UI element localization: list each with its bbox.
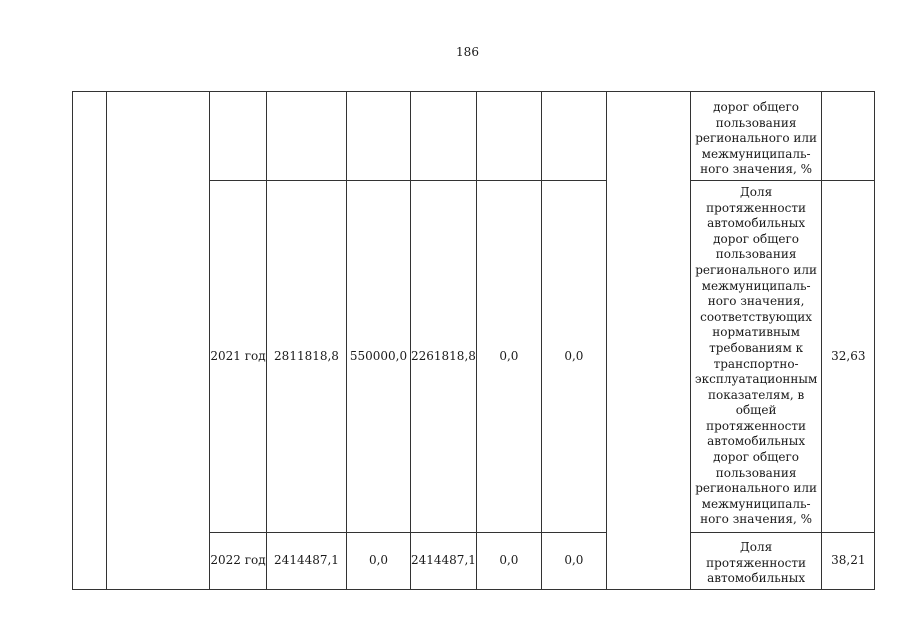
- funding-cell: 2414487,1: [411, 533, 477, 590]
- funding-cell: 2261818,8: [411, 181, 477, 533]
- name-cell: [107, 92, 210, 590]
- funding-cell: [541, 92, 606, 181]
- funding-cell: 0,0: [347, 533, 411, 590]
- indicator-name-cell: Доля протяженности автомобильных дорог общего пользования регионального или межмуниципаль-ного значения, соответствующих нормативным требованиям к транспортно-эксплуатационным показателям, в общей протяженности автомобильных дорог общего пользования регионального или межмуниципаль-ного значения, %: [690, 181, 821, 533]
- indicator-name-cell: Доля протяженности автомобильных: [690, 533, 821, 590]
- total-cell: 2811818,8: [267, 181, 347, 533]
- funding-cell: [476, 92, 541, 181]
- year-cell: 2021 год: [210, 181, 267, 533]
- program-table: [72, 91, 875, 590]
- funding-cell: [347, 92, 411, 181]
- funding-cell: 0,0: [476, 181, 541, 533]
- funding-cell: 0,0: [476, 533, 541, 590]
- number-cell: [73, 92, 107, 590]
- funding-cell: 550000,0: [347, 181, 411, 533]
- indicator-name-cell: дорог общего пользования регионального или межмуниципаль-ного значения, %: [690, 92, 821, 181]
- indicator-value-cell: 32,63: [822, 181, 875, 533]
- total-cell: [267, 92, 347, 181]
- funding-cell: [411, 92, 477, 181]
- funding-cell: 0,0: [541, 533, 606, 590]
- total-cell: 2414487,1: [267, 533, 347, 590]
- indicator-value-cell: 38,21: [822, 533, 875, 590]
- year-cell: [210, 92, 267, 181]
- funding-cell: 0,0: [541, 181, 606, 533]
- table-row-continuation: [73, 92, 875, 181]
- executor-cell: [606, 92, 690, 590]
- page-number: 186: [456, 45, 479, 59]
- year-cell: 2022 год: [210, 533, 267, 590]
- indicator-value-cell: [822, 92, 875, 181]
